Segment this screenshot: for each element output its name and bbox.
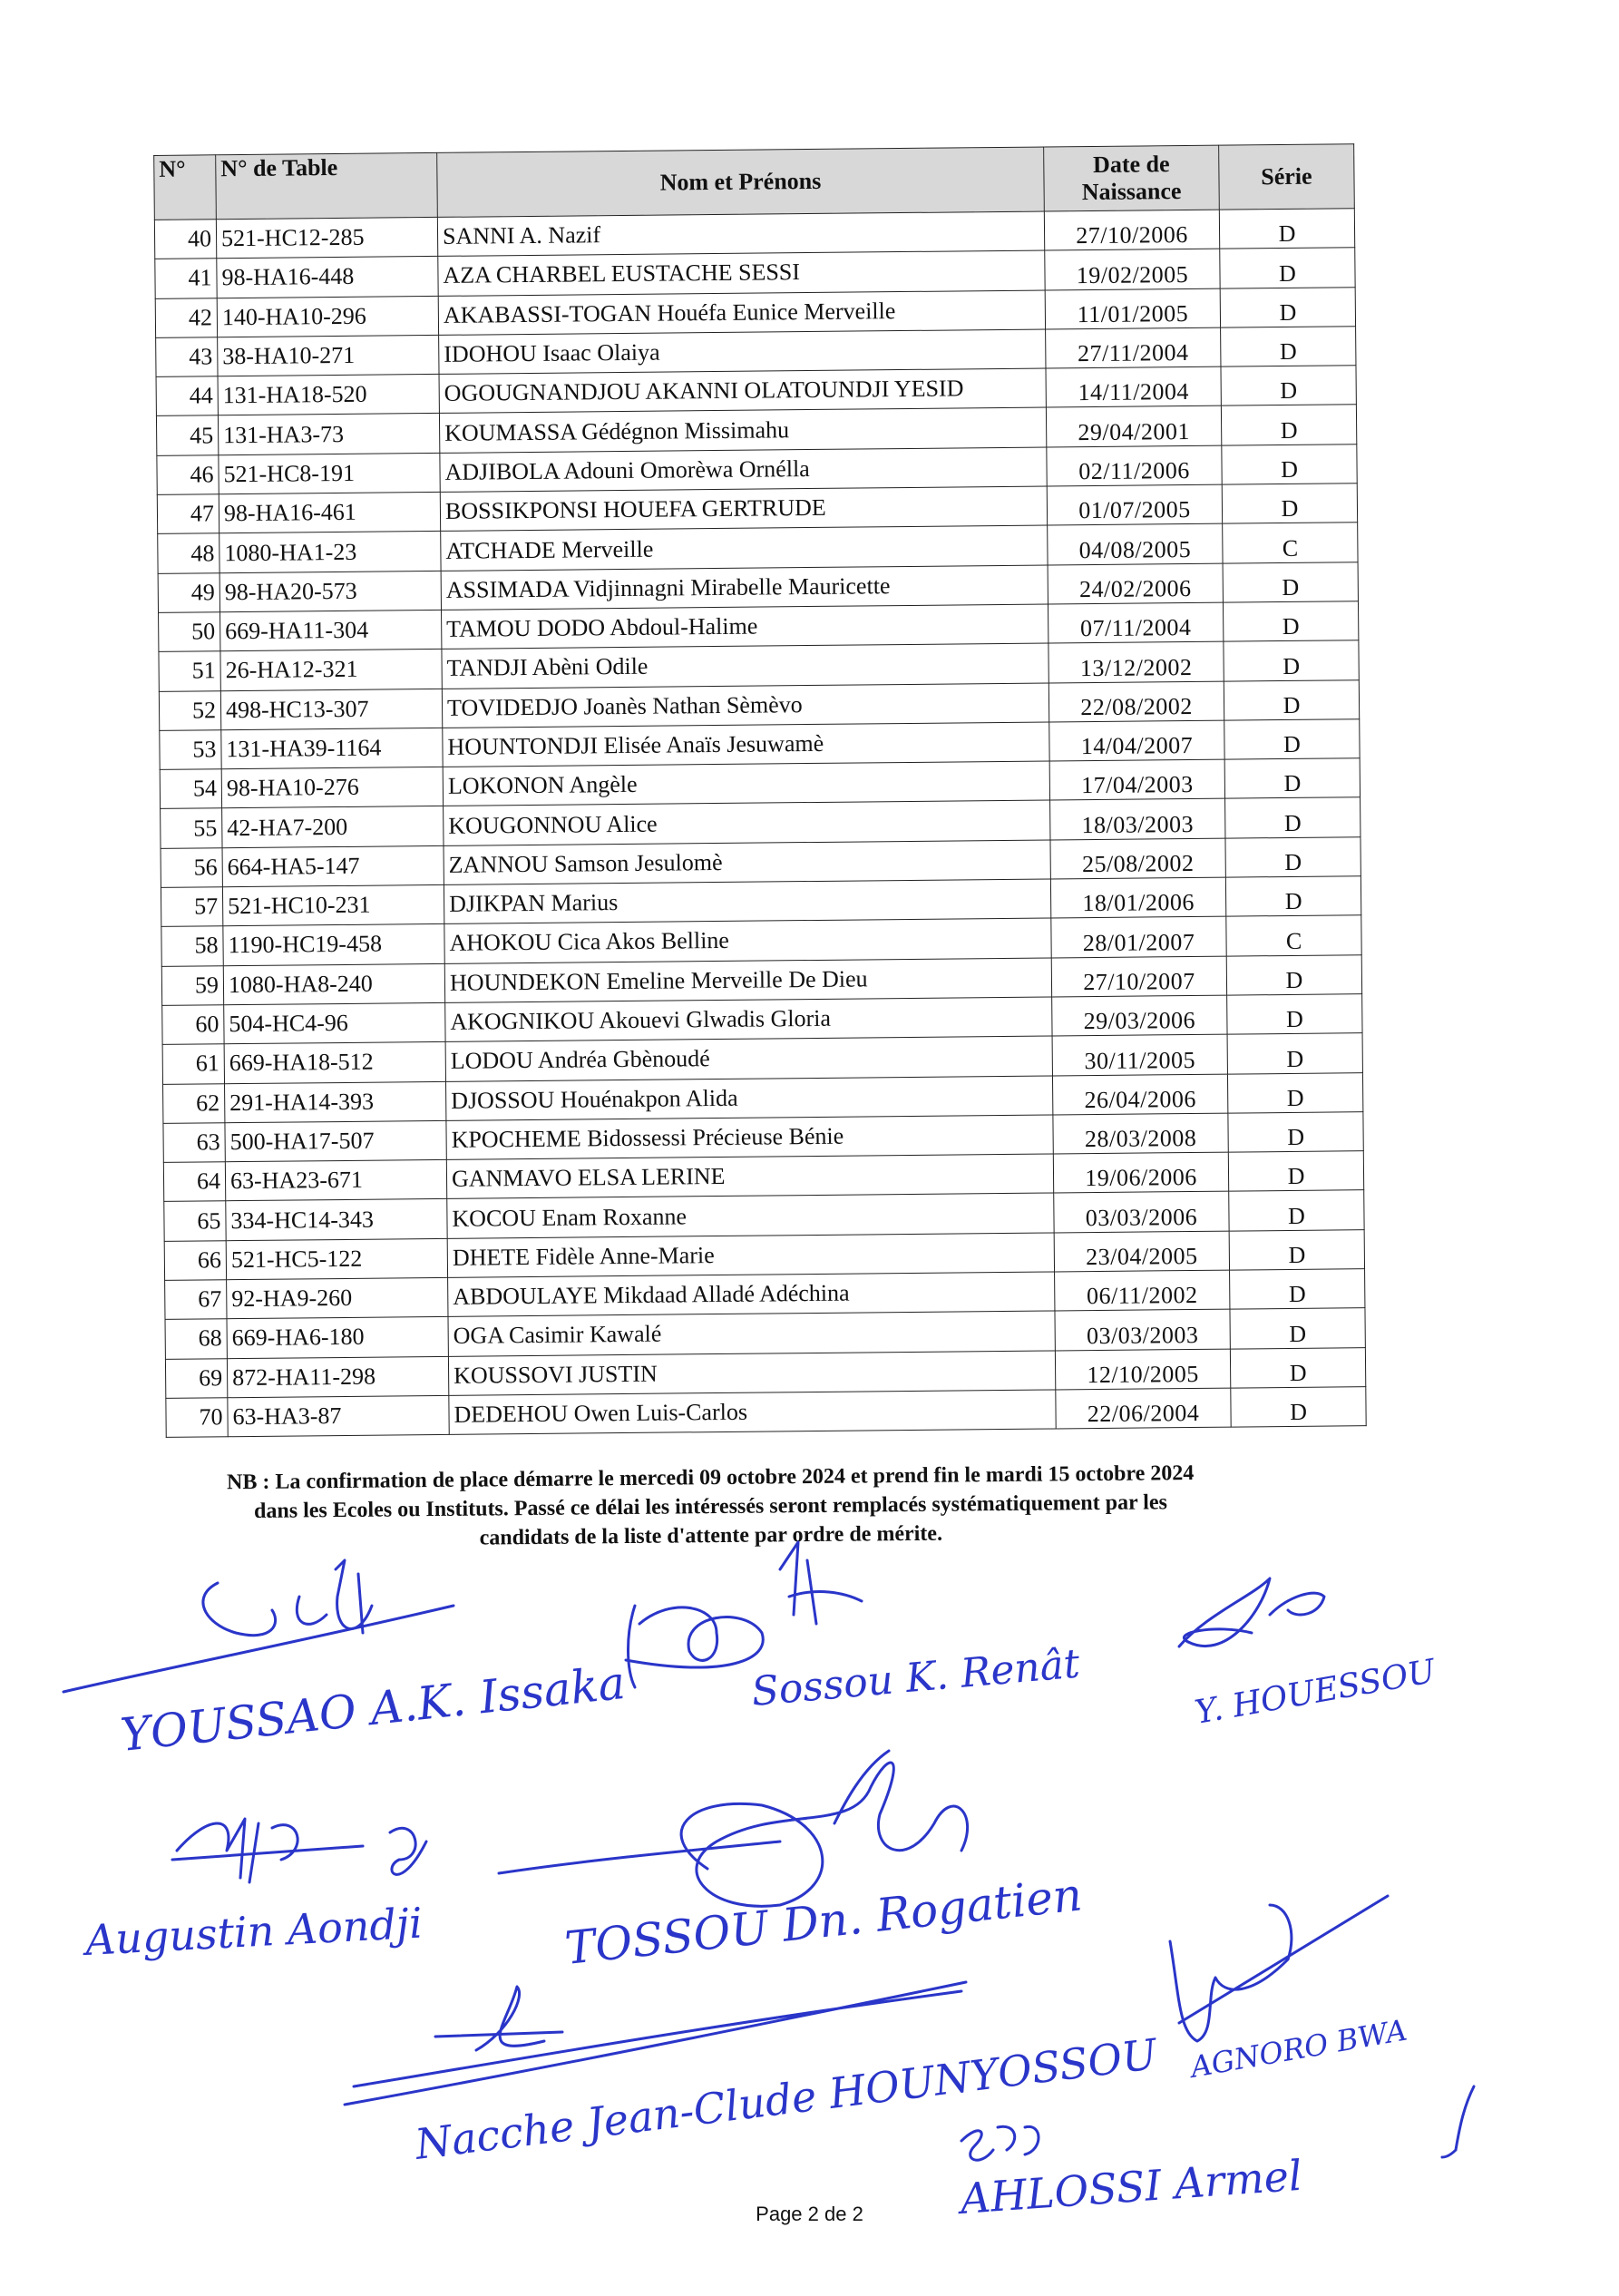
row-birth-date: 26/04/2006 (1052, 1074, 1227, 1115)
row-number: 49 (158, 572, 219, 612)
row-number: 57 (161, 887, 222, 927)
row-table-number: 669-HA18-512 (224, 1042, 445, 1084)
row-name: DJIKPAN Marius (444, 879, 1050, 924)
row-name: AKOGNIKOU Akouevi Glwadis Gloria (445, 997, 1052, 1042)
row-serie: D (1222, 484, 1357, 524)
row-number: 40 (154, 220, 216, 259)
row-birth-date: 14/04/2007 (1049, 720, 1224, 761)
row-serie: D (1224, 640, 1359, 681)
row-table-number: 498-HC13-307 (220, 689, 442, 730)
row-name: SANNI A. Nazif (437, 211, 1044, 257)
row-serie: D (1225, 876, 1361, 917)
row-birth-date: 27/10/2006 (1044, 210, 1219, 250)
row-table-number: 26-HA12-321 (220, 650, 442, 691)
row-number: 54 (160, 769, 221, 809)
row-name: DEDEHOU Owen Luis-Carlos (449, 1390, 1056, 1435)
row-name: KPOCHEME Bidossessi Précieuse Bénie (446, 1115, 1053, 1160)
row-name: KOUMASSA Gédégnon Missimahu (439, 407, 1046, 453)
row-serie: D (1223, 562, 1358, 602)
note-label: NB : (226, 1470, 270, 1495)
row-name: KOCOU Enam Roxanne (447, 1193, 1054, 1238)
row-name: LOKONON Angèle (443, 761, 1049, 806)
row-name: ADJIBOLA Adouni Omorèwa Ornélla (440, 447, 1047, 493)
row-number: 69 (165, 1358, 227, 1398)
row-name: BOSSIKPONSI HOUEFA GERTRUDE (440, 486, 1047, 532)
row-number: 67 (165, 1280, 227, 1320)
row-name: AZA CHARBEL EUSTACHE SESSI (438, 250, 1045, 296)
table-header-row (154, 144, 1355, 220)
row-table-number: 521-HC10-231 (222, 884, 444, 926)
row-serie: D (1223, 601, 1358, 642)
row-serie: D (1225, 836, 1361, 877)
row-table-number: 98-HA16-448 (217, 257, 438, 298)
row-table-number: 521-HC12-285 (216, 217, 437, 259)
row-birth-date: 03/03/2006 (1054, 1192, 1229, 1233)
row-number: 66 (164, 1240, 226, 1280)
signature-3-name: Y. HOUESSOU (1192, 1652, 1439, 1732)
row-birth-date: 22/06/2004 (1056, 1388, 1231, 1429)
row-table-number: 669-HA6-180 (227, 1317, 448, 1359)
page-number: Page 2 de 2 (756, 2203, 863, 2225)
row-number: 50 (159, 612, 220, 652)
row-birth-date: 13/12/2002 (1048, 641, 1224, 682)
row-number: 55 (161, 808, 222, 848)
row-name: ABDOULAYE Mikdaad Alladé Adéchina (448, 1272, 1055, 1317)
row-number: 45 (156, 415, 218, 455)
row-birth-date: 03/03/2003 (1055, 1309, 1230, 1350)
row-number: 43 (156, 337, 218, 377)
signature-1-name: YOUSSAO A.K. Issaka (118, 1656, 629, 1762)
row-birth-date: 30/11/2005 (1052, 1034, 1227, 1075)
row-name: IDOHOU Isaac Olaiya (439, 329, 1046, 375)
row-birth-date: 23/04/2005 (1054, 1231, 1229, 1272)
row-birth-date: 19/06/2006 (1053, 1152, 1228, 1193)
row-name: KOUSSOVI JUSTIN (448, 1351, 1055, 1396)
row-number: 56 (161, 847, 222, 887)
row-table-number: 98-HA10-276 (221, 767, 443, 809)
header-serie: Série (1219, 144, 1355, 210)
row-table-number: 1080-HA1-23 (219, 532, 441, 573)
row-birth-date: 19/02/2005 (1045, 249, 1220, 289)
note-text: La confirmation de place démarre le mercedi 09 octobre 2024 et prend fin le mardi 15 octobre 2024 dans les Ecoles ou Instituts. Passé ce délai les intéressés seront remplacés systématiquement par les candidats de la liste d'attente par ordre de mérite. (253, 1461, 1195, 1550)
row-table-number: 1080-HA8-240 (223, 963, 444, 1005)
row-table-number: 669-HA11-304 (220, 610, 442, 651)
row-birth-date: 25/08/2002 (1050, 838, 1225, 879)
row-table-number: 98-HA16-461 (219, 493, 440, 534)
row-birth-date: 22/08/2002 (1048, 681, 1224, 722)
note-paragraph (220, 1459, 1201, 1555)
signature-4-name: Augustin Aondji (83, 1898, 424, 1965)
row-name: DJOSSOU Houénakpon Alida (446, 1076, 1053, 1121)
row-serie: D (1219, 209, 1354, 249)
row-number: 64 (163, 1162, 225, 1202)
row-number: 47 (157, 494, 219, 534)
row-name: HOUNDEKON Emeline Merveille De Dieu (444, 958, 1051, 1003)
row-table-number: 521-HC5-122 (226, 1238, 447, 1280)
row-serie: D (1226, 954, 1361, 995)
row-serie: D (1227, 1033, 1362, 1074)
row-name: ASSIMADA Vidjinnagni Mirabelle Mauricette (441, 565, 1048, 611)
row-table-number: 140-HA10-296 (217, 296, 438, 337)
row-table-number: 38-HA10-271 (218, 335, 439, 376)
row-name: TAMOU DODO Abdoul-Halime (442, 604, 1048, 650)
row-name: HOUNTONDJI Elisée Anaïs Jesuwamè (443, 722, 1049, 767)
row-birth-date: 06/11/2002 (1055, 1270, 1230, 1311)
header-number: N° (154, 155, 217, 220)
row-serie: D (1220, 248, 1355, 288)
row-table-number: 131-HA18-520 (218, 375, 439, 416)
row-number: 62 (163, 1083, 225, 1123)
row-table-number: 131-HA39-1164 (221, 728, 443, 769)
row-number: 58 (161, 926, 223, 966)
table-body (154, 209, 1366, 1438)
row-serie: D (1229, 1190, 1364, 1231)
row-table-number: 63-HA3-87 (228, 1395, 449, 1437)
header-birth-date (1044, 145, 1220, 211)
row-name: ZANNOU Samson Jesulomè (444, 840, 1050, 885)
row-birth-date: 04/08/2005 (1048, 524, 1223, 565)
row-name: ATCHADE Merveille (441, 525, 1048, 571)
row-number: 48 (158, 533, 219, 573)
row-serie: D (1221, 327, 1356, 367)
row-table-number: 500-HA17-507 (225, 1120, 446, 1162)
row-table-number: 1190-HC19-458 (223, 924, 444, 966)
row-birth-date: 17/04/2003 (1049, 759, 1224, 800)
row-table-number: 334-HC14-343 (226, 1199, 447, 1241)
row-serie: D (1225, 797, 1361, 838)
row-table-number: 291-HA14-393 (225, 1081, 446, 1123)
row-number: 44 (156, 376, 218, 416)
row-table-number: 92-HA9-260 (227, 1277, 448, 1319)
header-birth-date-line1: Date de (1092, 151, 1170, 178)
row-serie: C (1223, 523, 1358, 563)
row-name: TOVIDEDJO Joanès Nathan Sèmèvo (442, 683, 1048, 728)
row-serie: D (1227, 1072, 1362, 1113)
admissions-table (153, 143, 1367, 1438)
row-birth-date: 18/03/2003 (1050, 799, 1225, 840)
row-number: 70 (166, 1398, 228, 1438)
row-serie: D (1227, 994, 1362, 1035)
row-table-number: 42-HA7-200 (222, 806, 444, 848)
row-name: OGA Casimir Kawalé (448, 1311, 1055, 1356)
row-number: 53 (160, 730, 221, 770)
row-serie: D (1228, 1151, 1363, 1192)
row-number: 61 (162, 1044, 224, 1084)
row-birth-date: 24/02/2006 (1048, 563, 1223, 604)
row-serie: D (1230, 1269, 1365, 1310)
row-birth-date: 27/10/2007 (1051, 956, 1226, 997)
row-serie: D (1230, 1308, 1365, 1349)
row-table-number: 664-HA5-147 (222, 845, 444, 887)
signature-2-name: Sossou K. Renât (749, 1640, 1082, 1715)
row-birth-date: 18/01/2006 (1050, 877, 1225, 918)
row-number: 41 (155, 259, 217, 298)
header-name: Nom et Prénons (437, 147, 1045, 217)
row-birth-date: 11/01/2005 (1045, 288, 1220, 329)
row-serie: D (1231, 1387, 1366, 1428)
row-serie: D (1224, 758, 1360, 799)
row-serie: D (1222, 445, 1357, 485)
header-birth-date-line2: Naissance (1081, 178, 1182, 206)
signature-8-name: AHLOSSI Armel (959, 2150, 1304, 2223)
row-number: 68 (165, 1319, 227, 1359)
row-name: AKABASSI-TOGAN Houéfa Eunice Merveille (438, 290, 1045, 336)
row-serie: D (1228, 1112, 1363, 1153)
row-name: GANMAVO ELSA LERINE (446, 1154, 1053, 1199)
row-serie: C (1226, 915, 1361, 956)
row-birth-date: 29/04/2001 (1046, 406, 1221, 447)
row-birth-date: 12/10/2005 (1055, 1349, 1230, 1390)
row-number: 46 (157, 455, 219, 495)
row-birth-date: 28/03/2008 (1053, 1113, 1228, 1154)
row-name: DHETE Fidèle Anne-Marie (447, 1233, 1054, 1278)
row-table-number: 131-HA3-73 (218, 414, 439, 455)
row-serie: D (1221, 405, 1356, 445)
row-table-number: 872-HA11-298 (227, 1356, 448, 1398)
row-birth-date: 02/11/2006 (1047, 445, 1222, 486)
row-name: TANDJI Abèni Odile (442, 643, 1048, 689)
row-name: OGOUGNANDJOU AKANNI OLATOUNDJI YESID (439, 368, 1046, 414)
row-birth-date: 28/01/2007 (1051, 916, 1226, 957)
row-name: LODOU Andréa Gbènoudé (445, 1036, 1052, 1081)
row-serie: D (1224, 679, 1359, 720)
row-table-number: 63-HA23-671 (225, 1160, 446, 1202)
row-birth-date: 29/03/2006 (1052, 995, 1227, 1036)
row-name: AHOKOU Cica Akos Belline (444, 918, 1051, 963)
row-table-number: 521-HC8-191 (219, 453, 440, 494)
row-number: 59 (161, 965, 223, 1005)
row-number: 65 (164, 1201, 226, 1241)
signature-5-name: TOSSOU Dn. Rogatien (562, 1868, 1085, 1975)
row-birth-date: 01/07/2005 (1047, 484, 1222, 525)
row-serie: D (1230, 1347, 1365, 1388)
row-number: 60 (162, 1005, 224, 1045)
header-table-number: N° de Table (216, 152, 438, 219)
row-number: 52 (159, 690, 220, 730)
row-birth-date: 14/11/2004 (1046, 366, 1221, 407)
signature-7-name: AGNORO BWA (1187, 2012, 1410, 2085)
row-serie: D (1221, 366, 1356, 406)
row-serie: D (1229, 1229, 1364, 1270)
row-serie: D (1220, 287, 1355, 327)
row-number: 63 (163, 1123, 225, 1163)
row-number: 42 (155, 298, 217, 337)
row-table-number: 504-HC4-96 (224, 1002, 445, 1044)
row-number: 51 (159, 651, 220, 691)
row-name: KOUGONNOU Alice (444, 800, 1050, 845)
row-table-number: 98-HA20-573 (219, 571, 441, 612)
row-birth-date: 27/11/2004 (1046, 327, 1221, 368)
row-serie: D (1224, 719, 1360, 760)
row-birth-date: 07/11/2004 (1048, 602, 1223, 643)
signature-6-name: Nacche Jean-Clude HOUNYOSSOU (412, 2028, 1160, 2169)
